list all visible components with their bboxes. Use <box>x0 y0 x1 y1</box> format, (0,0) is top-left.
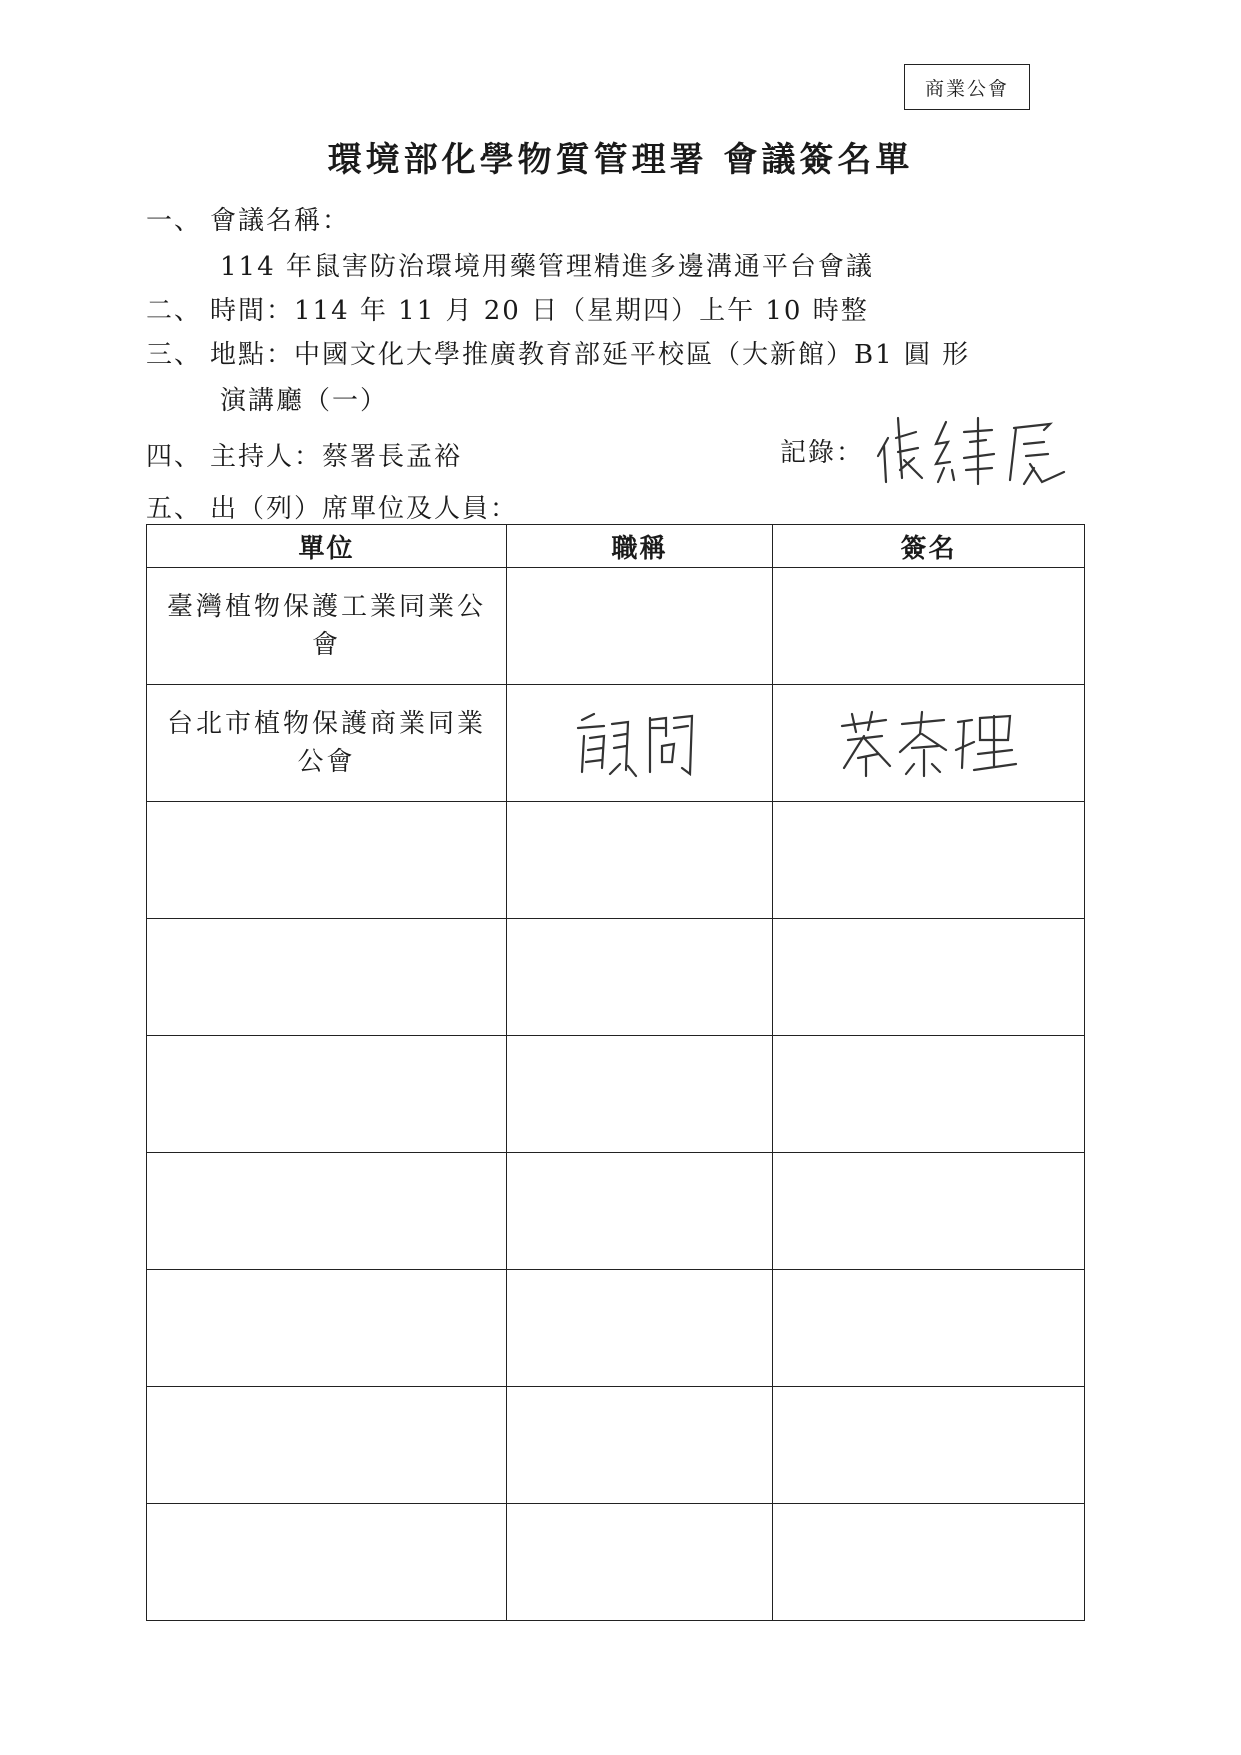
title-cell[interactable] <box>507 1504 773 1621</box>
attendance-table <box>146 524 1085 1621</box>
item-text: 地點：中國文化大學推廣教育部延平校區（大新館）B1 圓 形 <box>210 340 971 370</box>
title-cell[interactable] <box>507 919 773 1036</box>
union-type-tag: 商業公會 <box>904 64 1030 110</box>
item-number: 五、 <box>146 494 203 524</box>
header-unit: 單位 <box>147 525 507 568</box>
unit-cell[interactable] <box>147 1387 507 1504</box>
table-row <box>147 1036 1085 1153</box>
unit-cell[interactable] <box>147 802 507 919</box>
table-header-row <box>147 525 1085 568</box>
title-cell <box>507 685 773 802</box>
item-text: 時間：114 年 11 月 20 日（星期四）上午 10 時整 <box>210 296 869 326</box>
unit-cell[interactable] <box>147 919 507 1036</box>
signature-cell[interactable] <box>773 1036 1085 1153</box>
table-row <box>147 685 1085 802</box>
table-row <box>147 802 1085 919</box>
table-row <box>147 1153 1085 1270</box>
unit-cell: 台北市植物保護商業同業公會 <box>147 685 507 802</box>
title-cell[interactable] <box>507 1270 773 1387</box>
location-continued: 演講廳（一） <box>220 386 389 416</box>
item-number: 三、 <box>146 340 203 370</box>
handwritten-title <box>570 706 710 780</box>
signature-cell[interactable] <box>773 1270 1085 1387</box>
signature-cell[interactable] <box>773 568 1085 685</box>
recorder-label: 記錄： <box>780 438 865 468</box>
unit-cell: 臺灣植物保護工業同業公會 <box>147 568 507 685</box>
table-row <box>147 568 1085 685</box>
title-cell[interactable] <box>507 802 773 919</box>
signature-cell[interactable] <box>773 802 1085 919</box>
handwritten-signature <box>834 706 1024 780</box>
item-number: 一、 <box>146 206 203 236</box>
table-row <box>147 1504 1085 1621</box>
unit-cell[interactable] <box>147 1036 507 1153</box>
signature-cell[interactable] <box>773 1387 1085 1504</box>
item-number: 二、 <box>146 296 203 326</box>
signature-cell[interactable] <box>773 1153 1085 1270</box>
header-title: 職稱 <box>507 525 773 568</box>
item-text: 會議名稱： <box>210 206 351 236</box>
item-1-heading <box>146 200 350 237</box>
title-cell[interactable] <box>507 1036 773 1153</box>
unit-cell[interactable] <box>147 1153 507 1270</box>
header-signature: 簽名 <box>773 525 1085 568</box>
table-row <box>147 1270 1085 1387</box>
title-cell[interactable] <box>507 1153 773 1270</box>
item-4-host <box>146 436 462 473</box>
recorder-signature <box>874 408 1084 488</box>
item-5-attendees <box>146 488 518 525</box>
unit-cell[interactable] <box>147 1270 507 1387</box>
title-cell[interactable] <box>507 568 773 685</box>
signature-cell <box>773 685 1085 802</box>
title-cell[interactable] <box>507 1387 773 1504</box>
item-2-time <box>146 290 869 327</box>
table-row <box>147 919 1085 1036</box>
item-text: 主持人：蔡署長孟裕 <box>210 442 463 472</box>
signature-cell[interactable] <box>773 1504 1085 1621</box>
signature-cell[interactable] <box>773 919 1085 1036</box>
unit-cell[interactable] <box>147 1504 507 1621</box>
item-3-location <box>146 334 970 371</box>
meeting-name: 114 年鼠害防治環境用藥管理精進多邊溝通平台會議 <box>220 252 874 282</box>
document-title: 環境部化學物質管理署 會議簽名單 <box>327 140 914 180</box>
table-row <box>147 1387 1085 1504</box>
item-text: 出（列）席單位及人員： <box>210 494 519 524</box>
item-number: 四、 <box>146 442 203 472</box>
